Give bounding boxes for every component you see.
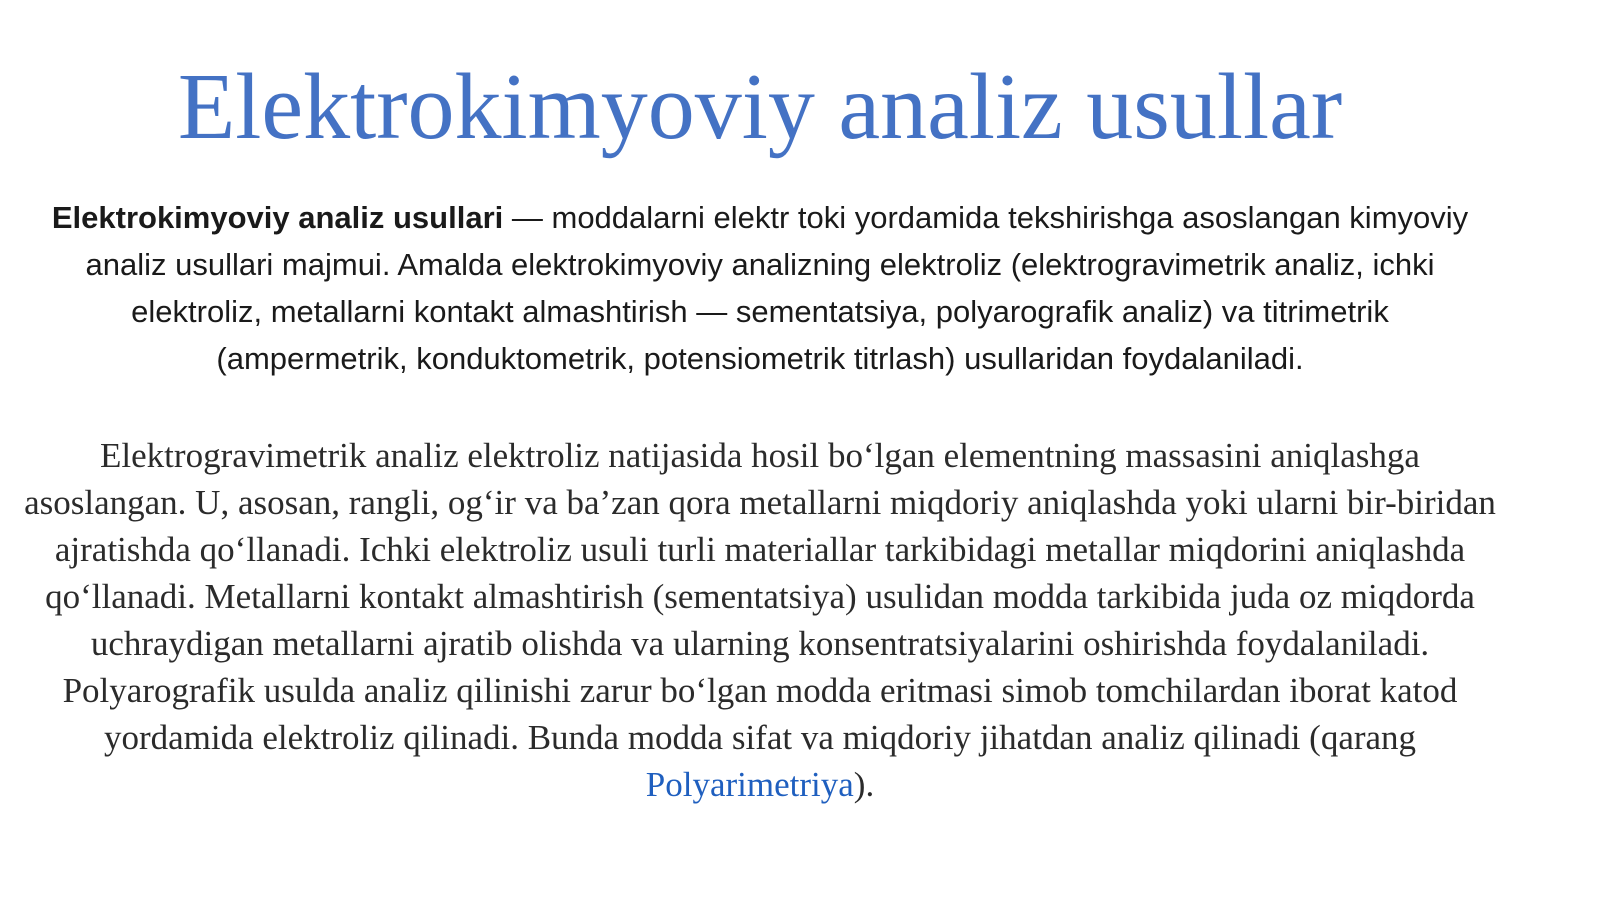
intro-paragraph bbox=[40, 194, 1480, 382]
intro-term: Elektrokimyoviy analiz usullari bbox=[51, 200, 504, 235]
slide-title: Elektrokimyoviy analiz usullar bbox=[177, 55, 1343, 159]
body-tail: ). bbox=[853, 765, 875, 804]
body-text: Elektrogravimetrik analiz elektroliz natijasida hosil bo‘lgan elementning massasini aniqlashga asoslangan. U, asosan, rangli, og‘ir va ba’zan qora metallarni miqdoriy aniqlashda yoki ularni bir-biridan ajratishda qo‘llanadi. Ichki elektroliz usuli turli materiallar tarkibidagi metallar miqdorini aniqlashda qo‘llanadi. Metallarni kontakt almashtirish (sementatsiya) usulidan modda tarkibida juda oz miqdorda uchraydigan metallarni ajratib olishda va ularning konsentratsiyalarini oshirishda foydalaniladi. Polyarografik usulda analiz qilinishi zarur bo‘lgan modda eritmasi simob tomchilardan iborat katod yordamida elektroliz qilinadi. Bunda modda sifat va miqdoriy jihatdan analiz qilinadi (qarang bbox=[24, 436, 1496, 757]
body-paragraph bbox=[20, 432, 1500, 808]
intro-text: — moddalarni elektr toki yordamida tekshirishga asoslangan kimyoviy analiz usullari majmui. Amalda elektrokimyoviy analizning elektroliz (elektrogravimetrik analiz, ichki elektroliz, metallarni kontakt almashtirish — sementatsiya, polyarografik analiz) va titrimetrik (ampermetrik, konduktometrik, potensiometrik titrlash) usullaridan foydalaniladi. bbox=[85, 200, 1469, 376]
polyarimetriya-link[interactable]: Polyarimetriya bbox=[645, 765, 854, 804]
